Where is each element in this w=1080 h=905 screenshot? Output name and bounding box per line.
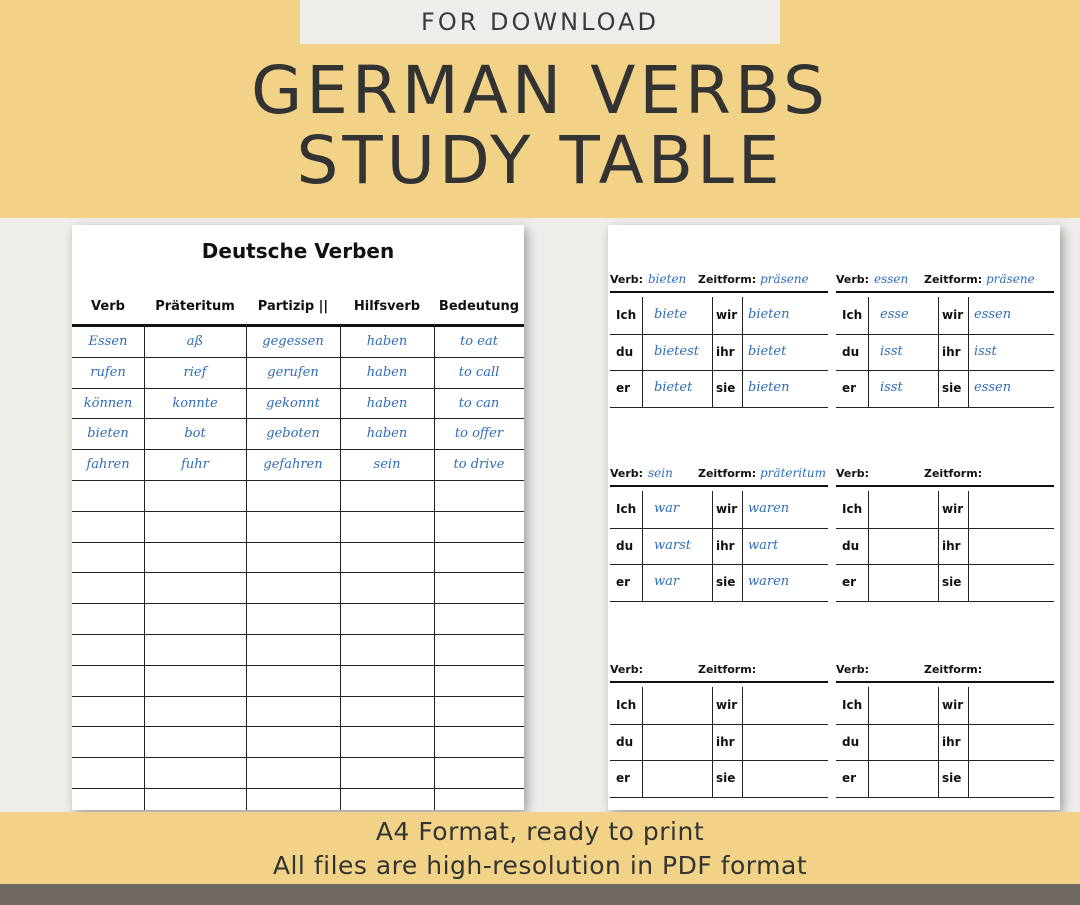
pronoun-label: du: [616, 734, 634, 749]
pronoun-label: Ich: [616, 502, 637, 516]
verb-label: Verb:: [836, 273, 870, 286]
pronoun-label: sie: [716, 575, 736, 590]
row-line: [72, 634, 524, 635]
row-line: [72, 357, 524, 358]
pronoun-label: du: [616, 538, 634, 553]
pronoun-label: ihr: [716, 734, 735, 749]
verb-form: wart: [748, 537, 779, 553]
block-column-line: [642, 687, 643, 797]
verb-form: war: [654, 574, 680, 590]
tense-label: Zeitform:: [698, 663, 757, 676]
pronoun-label: du: [842, 344, 860, 359]
table-cell: haben: [366, 395, 408, 411]
block-rule: [836, 485, 1054, 487]
table-cell: gefahren: [263, 457, 323, 473]
row-line: [72, 388, 524, 389]
block-rule: [610, 485, 828, 487]
tense-label: Zeitform:: [924, 663, 983, 676]
table-cell: können: [83, 395, 133, 411]
pronoun-label: Ich: [842, 698, 863, 712]
block-column-line: [712, 687, 713, 797]
verb-form: bieten: [748, 380, 790, 396]
verb-table-sheet: [72, 225, 524, 810]
block-row-line: [836, 797, 1054, 798]
footer-line-2: All files are high-resolution in PDF format: [272, 851, 808, 880]
row-line: [72, 603, 524, 604]
pronoun-label: du: [842, 734, 860, 749]
block-row-line: [610, 601, 828, 602]
header-rule: [72, 324, 524, 327]
block-column-line: [642, 491, 643, 601]
block-rule: [610, 681, 828, 683]
block-column-line: [642, 297, 643, 407]
column-header: Hilfsverb: [353, 299, 421, 314]
pronoun-label: Ich: [842, 502, 863, 516]
block-column-line: [868, 491, 869, 601]
pronoun-label: er: [842, 575, 857, 590]
block-column-line: [742, 491, 743, 601]
table-cell: haben: [366, 426, 408, 442]
column-header: Präteritum: [155, 299, 235, 314]
table-cell: fahren: [86, 457, 130, 473]
tense-label: Zeitform:: [698, 273, 757, 286]
pronoun-label: ihr: [716, 344, 735, 359]
verb-label: Verb:: [836, 663, 870, 676]
pronoun-label: sie: [942, 771, 962, 786]
table-cell: bieten: [87, 426, 129, 442]
tense-value: präsene: [986, 272, 1035, 286]
table-cell: konnte: [172, 395, 218, 411]
row-line: [72, 757, 524, 758]
header-band: [0, 0, 1080, 218]
verb-value: essen: [874, 272, 909, 286]
row-line: [72, 418, 524, 419]
bottom-strip: [0, 884, 1080, 905]
column-header: Partizip ||: [257, 299, 329, 314]
pronoun-label: wir: [942, 698, 964, 712]
table-cell: to call: [458, 364, 500, 380]
tense-label: Zeitform:: [698, 467, 757, 480]
pronoun-label: er: [616, 575, 631, 590]
pronoun-label: wir: [716, 308, 738, 322]
block-rule: [836, 291, 1054, 293]
table-cell: sein: [373, 457, 401, 473]
block-column-line: [868, 687, 869, 797]
pronoun-label: ihr: [716, 538, 735, 553]
verb-form: bieten: [748, 307, 790, 322]
footer-band: [0, 812, 1080, 884]
verb-label: Verb:: [610, 467, 644, 480]
row-line: [72, 696, 524, 697]
verb-label: Verb:: [610, 273, 644, 286]
download-tag-text: FOR DOWNLOAD: [421, 8, 659, 36]
row-line: [72, 511, 524, 512]
pronoun-label: er: [616, 381, 631, 396]
row-line: [72, 572, 524, 573]
pronoun-label: wir: [716, 502, 738, 516]
pronoun-label: Ich: [616, 308, 637, 322]
table-cell: Essen: [88, 334, 128, 349]
block-column-line: [968, 297, 969, 407]
verb-form: esse: [880, 307, 909, 322]
pronoun-label: ihr: [942, 344, 961, 359]
footer-line-1: A4 Format, ready to print: [375, 817, 705, 846]
table-cell: rufen: [90, 364, 126, 380]
block-row-line: [836, 601, 1054, 602]
verb-label: Verb:: [610, 663, 644, 676]
block-column-line: [968, 491, 969, 601]
block-column-line: [742, 687, 743, 797]
table-cell: aß: [186, 334, 204, 349]
sheet-title: Deutsche Verben: [201, 239, 395, 263]
tense-label: Zeitform:: [924, 467, 983, 480]
verb-value: sein: [648, 466, 673, 480]
row-line: [72, 665, 524, 666]
column-header: Bedeutung: [438, 299, 520, 314]
table-cell: rief: [183, 364, 207, 380]
table-cell: gerufen: [267, 364, 319, 380]
block-row-line: [610, 797, 828, 798]
verb-form: war: [654, 501, 680, 516]
title-line-1: GERMAN VERBS: [251, 52, 829, 129]
tense-value: präsene: [760, 272, 809, 286]
verb-form: bietest: [654, 343, 699, 359]
block-column-line: [968, 687, 969, 797]
pronoun-label: sie: [942, 575, 962, 590]
verb-label: Verb:: [836, 467, 870, 480]
table-cell: to can: [458, 395, 500, 411]
pronoun-label: ihr: [942, 538, 961, 553]
table-cell: bot: [184, 426, 206, 442]
verb-form: essen: [974, 380, 1012, 396]
download-tag: [300, 0, 780, 44]
table-cell: haben: [366, 364, 408, 380]
pronoun-label: sie: [942, 381, 962, 396]
verb-form: waren: [748, 501, 790, 516]
block-column-line: [938, 491, 939, 601]
block-column-line: [742, 297, 743, 407]
verb-form: bietet: [748, 343, 787, 359]
pronoun-label: wir: [716, 698, 738, 712]
pronoun-label: er: [842, 381, 857, 396]
pronoun-label: Ich: [616, 698, 637, 712]
conjugation-sheet: [608, 225, 1060, 810]
row-line: [72, 542, 524, 543]
verb-form: isst: [974, 343, 997, 359]
table-cell: to drive: [453, 457, 505, 473]
table-cell: to offer: [454, 426, 504, 442]
block-column-line: [938, 687, 939, 797]
verb-form: warst: [654, 537, 691, 553]
pronoun-label: er: [616, 771, 631, 786]
pronoun-label: er: [842, 771, 857, 786]
table-cell: fuhr: [181, 457, 209, 473]
tense-value: präteritum: [760, 466, 826, 480]
block-column-line: [712, 491, 713, 601]
pronoun-label: sie: [716, 381, 736, 396]
row-line: [72, 726, 524, 727]
tense-label: Zeitform:: [924, 273, 983, 286]
table-cell: geboten: [266, 426, 320, 442]
column-header: Verb: [91, 299, 125, 314]
pronoun-label: sie: [716, 771, 736, 786]
row-line: [72, 480, 524, 481]
block-column-line: [868, 297, 869, 407]
pronoun-label: du: [842, 538, 860, 553]
pronoun-label: ihr: [942, 734, 961, 749]
block-row-line: [836, 407, 1054, 408]
block-row-line: [610, 407, 828, 408]
table-cell: to eat: [460, 334, 498, 349]
verb-value: bieten: [648, 272, 687, 286]
pronoun-label: du: [616, 344, 634, 359]
title-line-2: STUDY TABLE: [296, 122, 784, 199]
block-rule: [836, 681, 1054, 683]
verb-form: isst: [880, 380, 903, 396]
row-line: [72, 788, 524, 789]
block-column-line: [712, 297, 713, 407]
verb-form: isst: [880, 343, 903, 359]
table-cell: gegessen: [262, 334, 324, 349]
block-column-line: [938, 297, 939, 407]
block-rule: [610, 291, 828, 293]
row-line: [72, 449, 524, 450]
pronoun-label: Ich: [842, 308, 863, 322]
verb-form: essen: [974, 307, 1012, 322]
pronoun-label: wir: [942, 308, 964, 322]
verb-form: waren: [748, 574, 790, 590]
verb-form: biete: [654, 307, 688, 322]
pronoun-label: wir: [942, 502, 964, 516]
table-cell: haben: [366, 334, 408, 349]
table-cell: gekonnt: [266, 395, 320, 411]
verb-form: bietet: [654, 380, 693, 396]
